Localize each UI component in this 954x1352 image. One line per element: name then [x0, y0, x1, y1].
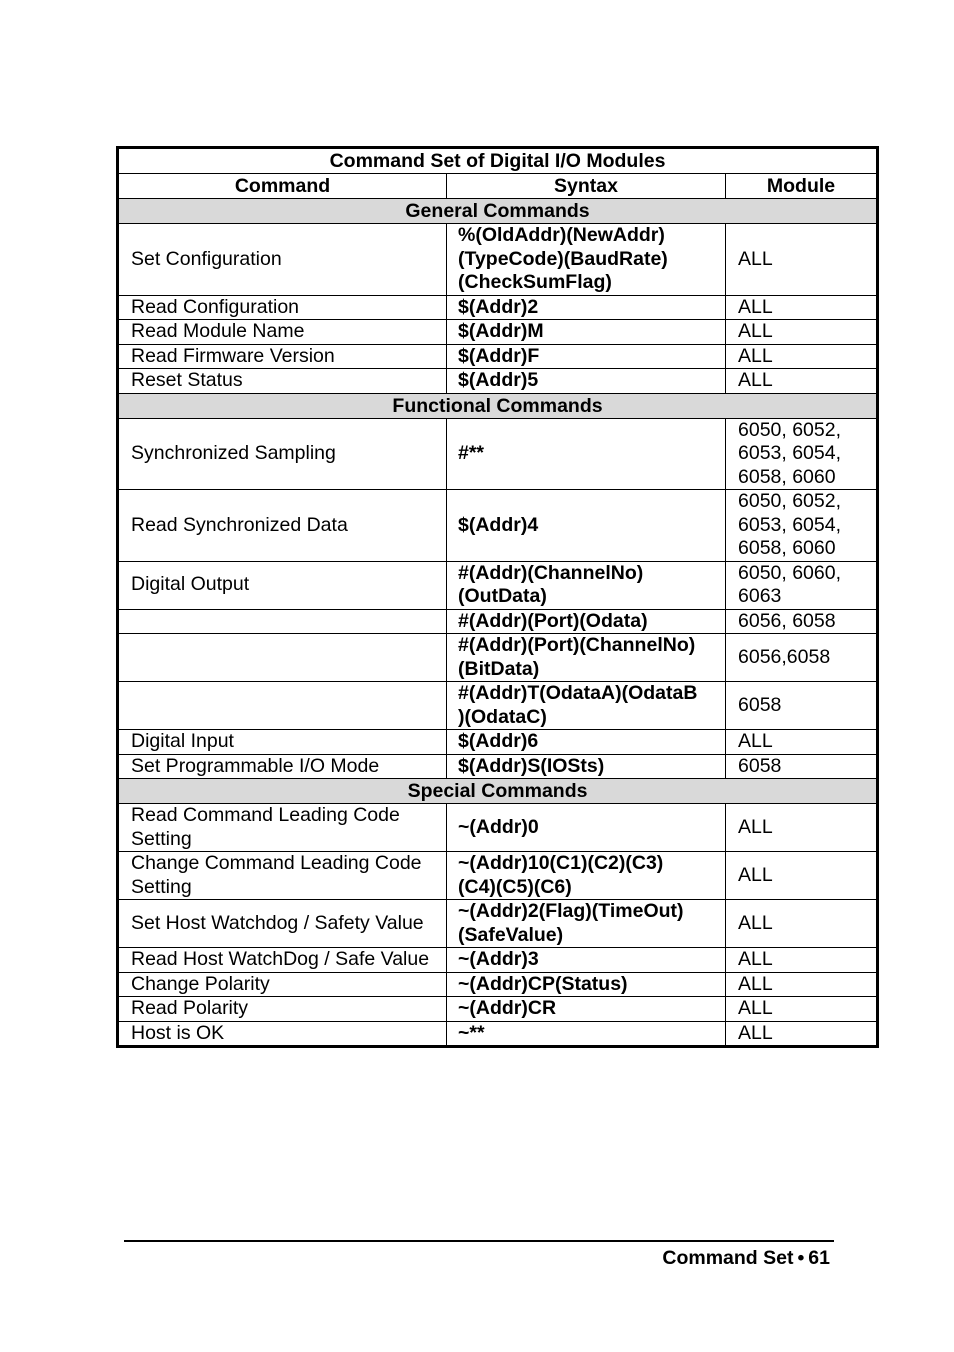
table-row	[118, 804, 878, 852]
command-cell: Set Configuration	[118, 224, 447, 296]
section-header: Special Commands	[118, 779, 878, 804]
section-header-row	[118, 779, 878, 804]
footer-section-title: Command Set	[662, 1247, 794, 1269]
command-cell: Read Configuration	[118, 295, 447, 320]
column-header-module: Module	[726, 174, 878, 199]
module-cell: ALL	[726, 320, 878, 345]
table-title-row	[118, 148, 878, 174]
page-number: 61	[808, 1247, 830, 1269]
command-cell: Reset Status	[118, 369, 447, 394]
syntax-cell: ~(Addr)CP(Status)	[447, 972, 726, 997]
table-row	[118, 730, 878, 755]
table-row	[118, 900, 878, 948]
syntax-cell: #(Addr)(Port)(Odata)	[447, 609, 726, 634]
table-row	[118, 561, 878, 609]
syntax-cell: %(OldAddr)(NewAddr) (TypeCode)(BaudRate) (CheckSumFlag)	[447, 224, 726, 296]
table-row	[118, 1021, 878, 1047]
module-cell: 6050, 6052, 6053, 6054, 6058, 6060	[726, 418, 878, 490]
syntax-cell: ~(Addr)3	[447, 948, 726, 973]
module-cell: 6058	[726, 682, 878, 730]
command-cell: Synchronized Sampling	[118, 418, 447, 490]
command-cell	[118, 634, 447, 682]
syntax-cell: $(Addr)S(IOSts)	[447, 754, 726, 779]
module-cell: 6050, 6060, 6063	[726, 561, 878, 609]
table-row	[118, 634, 878, 682]
footer-bullet: •	[797, 1247, 805, 1269]
page-footer	[662, 1246, 830, 1270]
table-row	[118, 320, 878, 345]
table-row	[118, 418, 878, 490]
syntax-cell: #(Addr)(Port)(ChannelNo) (BitData)	[447, 634, 726, 682]
command-cell: Read Module Name	[118, 320, 447, 345]
table-row	[118, 682, 878, 730]
module-cell: 6058	[726, 754, 878, 779]
module-cell: ALL	[726, 804, 878, 852]
command-cell: Digital Output	[118, 561, 447, 609]
table-row	[118, 490, 878, 562]
section-header-row	[118, 393, 878, 418]
section-header-row	[118, 199, 878, 224]
table-row	[118, 609, 878, 634]
module-cell: 6050, 6052, 6053, 6054, 6058, 6060	[726, 490, 878, 562]
command-cell: Host is OK	[118, 1021, 447, 1047]
module-cell: ALL	[726, 730, 878, 755]
module-cell: 6056,6058	[726, 634, 878, 682]
module-cell: ALL	[726, 972, 878, 997]
syntax-cell: ~**	[447, 1021, 726, 1047]
table-body	[118, 199, 878, 1047]
syntax-cell: #(Addr)T(OdataA)(OdataB )(OdataC)	[447, 682, 726, 730]
command-cell	[118, 609, 447, 634]
command-set-table	[116, 146, 879, 1048]
table-row	[118, 344, 878, 369]
table-row	[118, 852, 878, 900]
command-cell: Read Firmware Version	[118, 344, 447, 369]
syntax-cell: $(Addr)5	[447, 369, 726, 394]
command-cell: Set Programmable I/O Mode	[118, 754, 447, 779]
section-header: Functional Commands	[118, 393, 878, 418]
module-cell: ALL	[726, 900, 878, 948]
table-title: Command Set of Digital I/O Modules	[118, 148, 878, 174]
syntax-cell: $(Addr)2	[447, 295, 726, 320]
table-row	[118, 369, 878, 394]
syntax-cell: $(Addr)F	[447, 344, 726, 369]
module-cell: ALL	[726, 948, 878, 973]
module-cell: ALL	[726, 1021, 878, 1047]
footer-divider	[124, 1240, 834, 1242]
command-cell: Read Host WatchDog / Safe Value	[118, 948, 447, 973]
table-row	[118, 754, 878, 779]
syntax-cell: #**	[447, 418, 726, 490]
section-header: General Commands	[118, 199, 878, 224]
command-cell: Read Synchronized Data	[118, 490, 447, 562]
module-cell: ALL	[726, 344, 878, 369]
module-cell: ALL	[726, 997, 878, 1022]
column-header-command: Command	[118, 174, 447, 199]
module-cell: ALL	[726, 295, 878, 320]
command-cell: Read Command Leading Code Setting	[118, 804, 447, 852]
command-cell	[118, 682, 447, 730]
table-row	[118, 948, 878, 973]
command-cell: Change Command Leading Code Setting	[118, 852, 447, 900]
table-row	[118, 972, 878, 997]
table-header-row	[118, 174, 878, 199]
command-cell: Read Polarity	[118, 997, 447, 1022]
syntax-cell: $(Addr)4	[447, 490, 726, 562]
module-cell: 6056, 6058	[726, 609, 878, 634]
syntax-cell: ~(Addr)10(C1)(C2)(C3) (C4)(C5)(C6)	[447, 852, 726, 900]
syntax-cell: ~(Addr)CR	[447, 997, 726, 1022]
module-cell: ALL	[726, 852, 878, 900]
command-cell: Set Host Watchdog / Safety Value	[118, 900, 447, 948]
module-cell: ALL	[726, 369, 878, 394]
syntax-cell: $(Addr)6	[447, 730, 726, 755]
table-row	[118, 997, 878, 1022]
syntax-cell: ~(Addr)2(Flag)(TimeOut) (SafeValue)	[447, 900, 726, 948]
command-cell: Change Polarity	[118, 972, 447, 997]
table-row	[118, 295, 878, 320]
column-header-syntax: Syntax	[447, 174, 726, 199]
syntax-cell: $(Addr)M	[447, 320, 726, 345]
command-cell: Digital Input	[118, 730, 447, 755]
module-cell: ALL	[726, 224, 878, 296]
table-row	[118, 224, 878, 296]
syntax-cell: ~(Addr)0	[447, 804, 726, 852]
syntax-cell: #(Addr)(ChannelNo) (OutData)	[447, 561, 726, 609]
